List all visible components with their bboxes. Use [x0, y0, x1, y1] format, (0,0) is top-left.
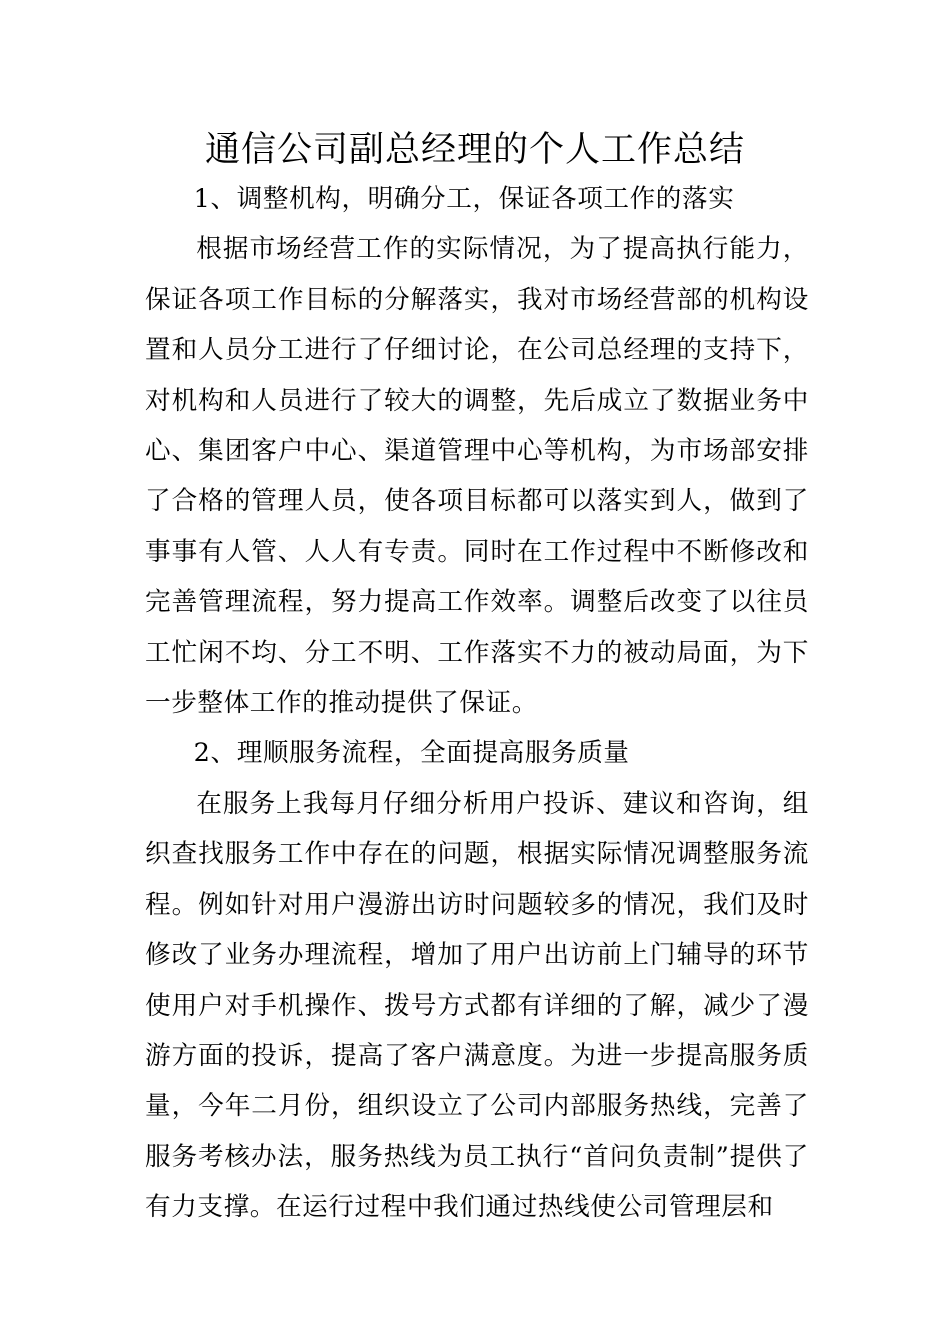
paragraph-2: 在服务上我每月仔细分析用户投诉、建议和咨询，组织查找服务工作中存在的问题，根据实际情况调整服务流程。例如针对用户漫游出访时问题较多的情况，我们及时修改了业务办理流程，增加了用户出访前上门辅导的环节使用户对手机操作、拨号方式都有详细的了解，减少了漫游方面的投诉，提高了客户满意度。为进一步提高服务质量，今年二月份，组织设立了公司内部服务热线，完善了服务考核办法，服务热线为员工执行“首问负责制”提供了有力支撑。在运行过程中我们通过热线使公司管理层和 — [145, 788, 809, 1223]
section-heading-1: 1、调整机构，明确分工，保证各项工作的落实 — [193, 184, 735, 214]
document-body — [145, 174, 809, 1233]
paragraph-1: 根据市场经营工作的实际情况，为了提高执行能力，保证各项工作目标的分解落实，我对市场经营部的机构设置和人员分工进行了仔细讨论，在公司总经理的支持下，对机构和人员进行了较大的调整，先后成立了数据业务中心、集团客户中心、渠道管理中心等机构，为市场部安排了合格的管理人员，使各项目标都可以落实到人，做到了事事有人管、人人有专责。同时在工作过程中不断修改和完善管理流程，努力提高工作效率。调整后改变了以往员工忙闲不均、分工不明、工作落实不力的被动局面，为下一步整体工作的推动提供了保证。 — [145, 234, 809, 719]
section-heading-2: 2、理顺服务流程，全面提高服务质量 — [193, 738, 630, 769]
document-title: 通信公司副总经理的个人工作总结 — [204, 130, 745, 170]
